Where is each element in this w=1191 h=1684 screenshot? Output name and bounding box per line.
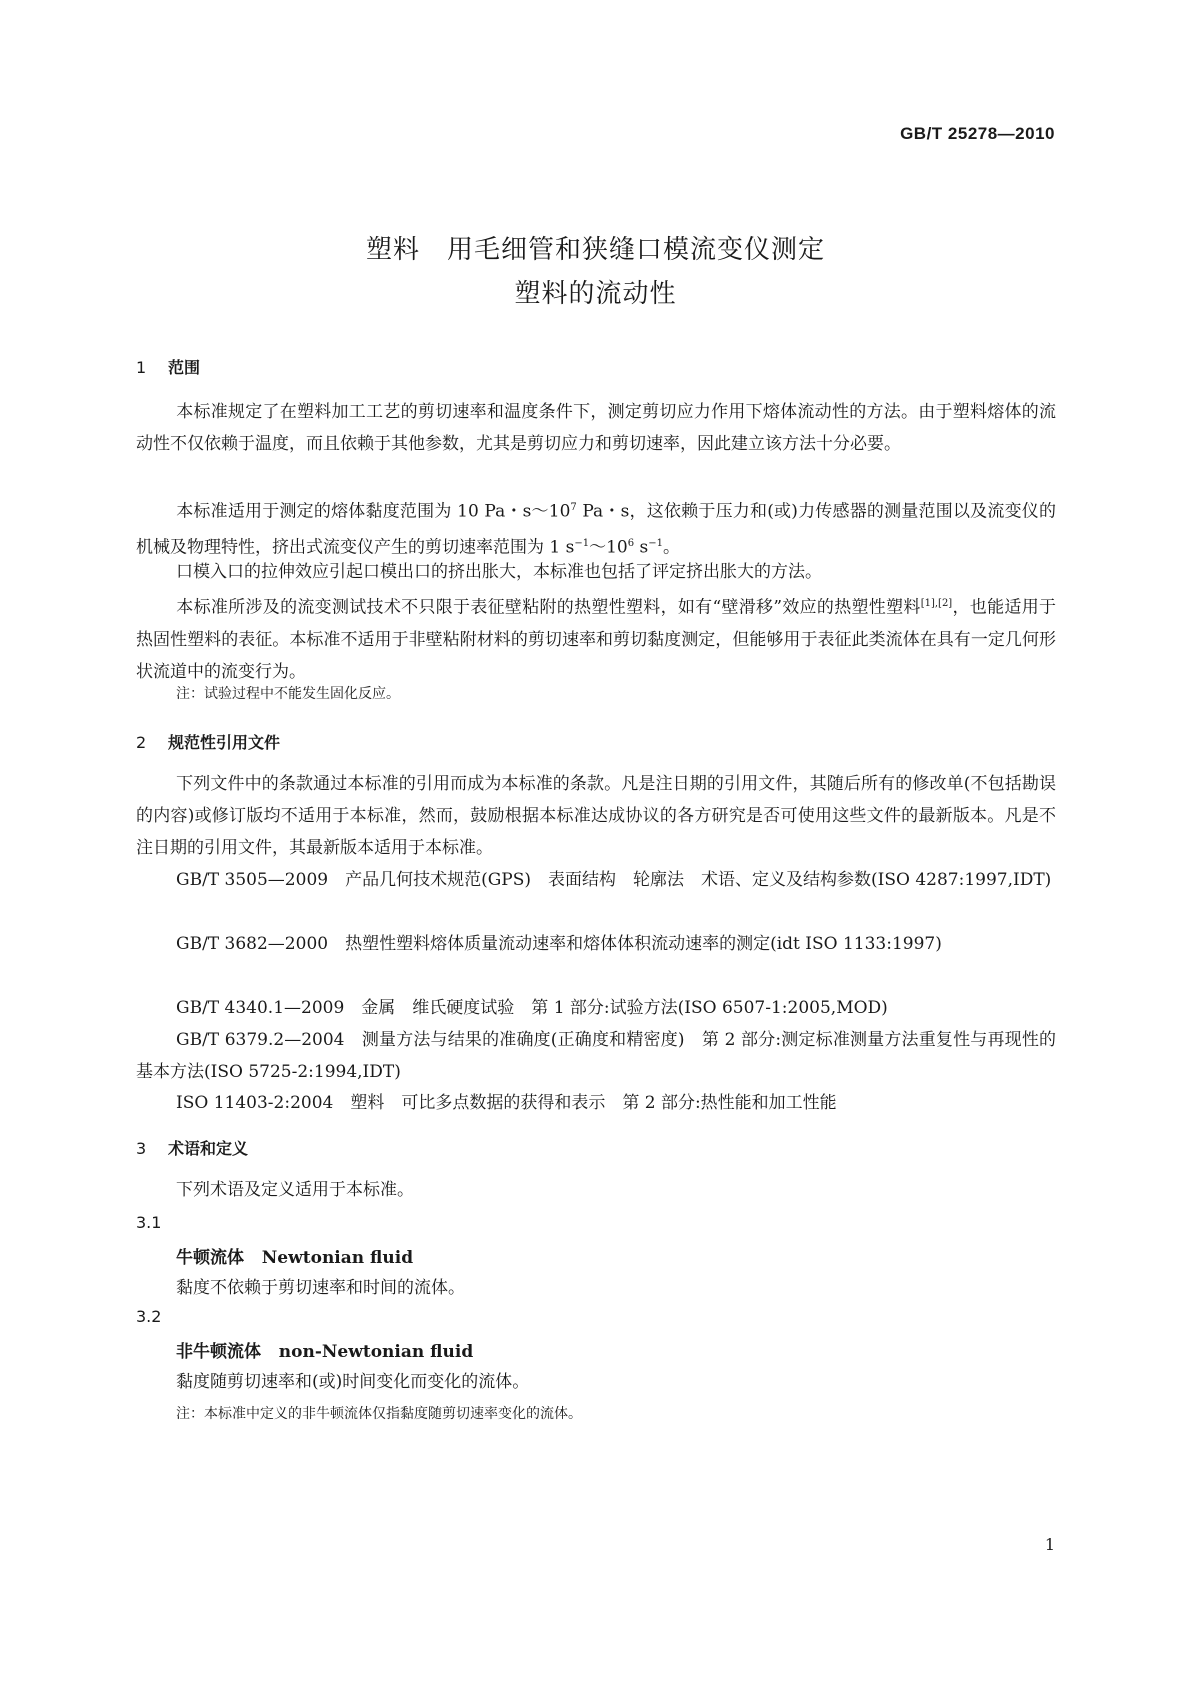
paragraph-text: 本标准规定了在塑料加工工艺的剪切速率和温度条件下，测定剪切应力作用下熔体流动性的方法。由于塑料熔体的流动性不仅依赖于温度，而且依赖于其他参数，尤其是剪切应力和剪切速率，因此建立该方法十分必要。 [136, 402, 1056, 454]
paragraph-text: 。 [663, 537, 681, 558]
document-title [0, 228, 1191, 316]
paragraph-text: 下列文件中的条款通过本标准的引用而成为本标准的条款。凡是注日期的引用文件，其随后所有的修改单(不包括勘误的内容)或修订版均不适用于本标准，然而，鼓励根据本标准达成协议的各方研究是否可使用这些文件的最新版本。凡是不注日期的引用文件，其最新版本适用于本标准。 [136, 774, 1056, 858]
term-chinese: 牛顿流体 [176, 1248, 244, 1268]
section-number: 1 [136, 358, 147, 377]
reference-text: GB/T 6379.2—2004 测量方法与结果的准确度(正确度和精密度) 第 2 部分:测定标准测量方法重复性与再现性的基本方法(ISO 5725-2:1994,IDT) [136, 1030, 1056, 1082]
paragraph-text: s [634, 537, 649, 558]
paragraph-text: ～10 [589, 537, 628, 558]
reference-text: GB/T 3682—2000 热塑性塑料熔体质量流动速率和熔体体积流动速率的测定(idt ISO 1133:1997) [176, 934, 942, 954]
page-number: 1 [1044, 1535, 1055, 1554]
section-1-note: 注：试验过程中不能发生固化反应。 [176, 686, 400, 702]
section-3-heading [136, 1136, 248, 1159]
section-1-paragraph-3 [136, 556, 1056, 588]
superscript: −1 [648, 537, 664, 549]
term-number: 3.2 [136, 1307, 162, 1326]
term-heading [176, 1243, 413, 1268]
term-english: Newtonian fluid [261, 1248, 414, 1268]
section-1-paragraph-2 [136, 492, 1056, 563]
reference-text: GB/T 3505—2009 产品几何技术规范(GPS) 表面结构 轮廓法 术语、定义及结构参数(ISO 4287:1997,IDT) [176, 870, 1052, 890]
section-number: 3 [136, 1139, 147, 1158]
title-line-1: 塑料 用毛细管和狭缝口模流变仪测定 [365, 235, 825, 265]
section-1-heading [136, 355, 200, 378]
term-english: non-Newtonian fluid [278, 1342, 474, 1362]
paragraph-text: ，也能适用于热固性塑料的表征。本标准不适用于非壁粘附材料的剪切速率和剪切黏度测定，但能够用于表征此类流体在具有一定几何形状流道中的流变行为。 [136, 597, 1056, 682]
section-title: 术语和定义 [168, 1139, 249, 1158]
reference-item [136, 1024, 1056, 1088]
reference-text: ISO 11403-2:2004 塑料 可比多点数据的获得和表示 第 2 部分:热性能和加工性能 [176, 1093, 837, 1113]
reference-item [136, 992, 1056, 1024]
reference-text: GB/T 4340.1—2009 金属 维氏硬度试验 第 1 部分:试验方法(ISO 6507-1:2005,MOD) [176, 998, 888, 1018]
section-number: 2 [136, 733, 147, 752]
reference-item [136, 864, 1056, 896]
superscript: 7 [570, 502, 577, 513]
section-3-paragraph-1 [136, 1174, 1056, 1206]
title-line-2: 塑料的流动性 [514, 279, 677, 309]
reference-item [136, 928, 1056, 960]
term-chinese: 非牛顿流体 [176, 1342, 261, 1362]
section-2-heading [136, 730, 280, 753]
section-title: 范围 [168, 358, 201, 377]
section-1-paragraph-1 [136, 396, 1056, 460]
superscript: −1 [574, 537, 590, 549]
paragraph-text: 本标准适用于测定的熔体黏度范围为 10 Pa・s～10 [176, 501, 571, 522]
term-definition: 黏度不依赖于剪切速率和时间的流体。 [176, 1278, 465, 1298]
section-1-paragraph-4 [136, 588, 1056, 688]
paragraph-text: Pa・s，这依赖于压力和(或)力传感器的测量范围以及流变仪的机械及物理特性，挤出式流变仪产生的剪切速率范围为 1 s [136, 501, 1056, 558]
standard-code: GB/T 25278—2010 [900, 124, 1055, 143]
citation-superscript: [1],[2] [920, 598, 953, 609]
section-3-note: 注：本标准中定义的非牛顿流体仅指黏度随剪切速率变化的流体。 [176, 1406, 582, 1422]
reference-item [136, 1087, 1056, 1119]
paragraph-text: 下列术语及定义适用于本标准。 [176, 1180, 414, 1200]
section-title: 规范性引用文件 [168, 733, 281, 752]
paragraph-text: 口模入口的拉伸效应引起口模出口的挤出胀大，本标准也包括了评定挤出胀大的方法。 [176, 562, 822, 582]
paragraph-text: 本标准所涉及的流变测试技术不只限于表征壁粘附的热塑性塑料，如有“壁滑移”效应的热塑性塑料 [176, 597, 921, 618]
term-number: 3.1 [136, 1213, 162, 1232]
term-definition: 黏度随剪切速率和(或)时间变化而变化的流体。 [176, 1372, 530, 1392]
section-2-paragraph-1 [136, 768, 1056, 864]
superscript: 6 [627, 537, 635, 549]
term-heading [176, 1337, 473, 1362]
